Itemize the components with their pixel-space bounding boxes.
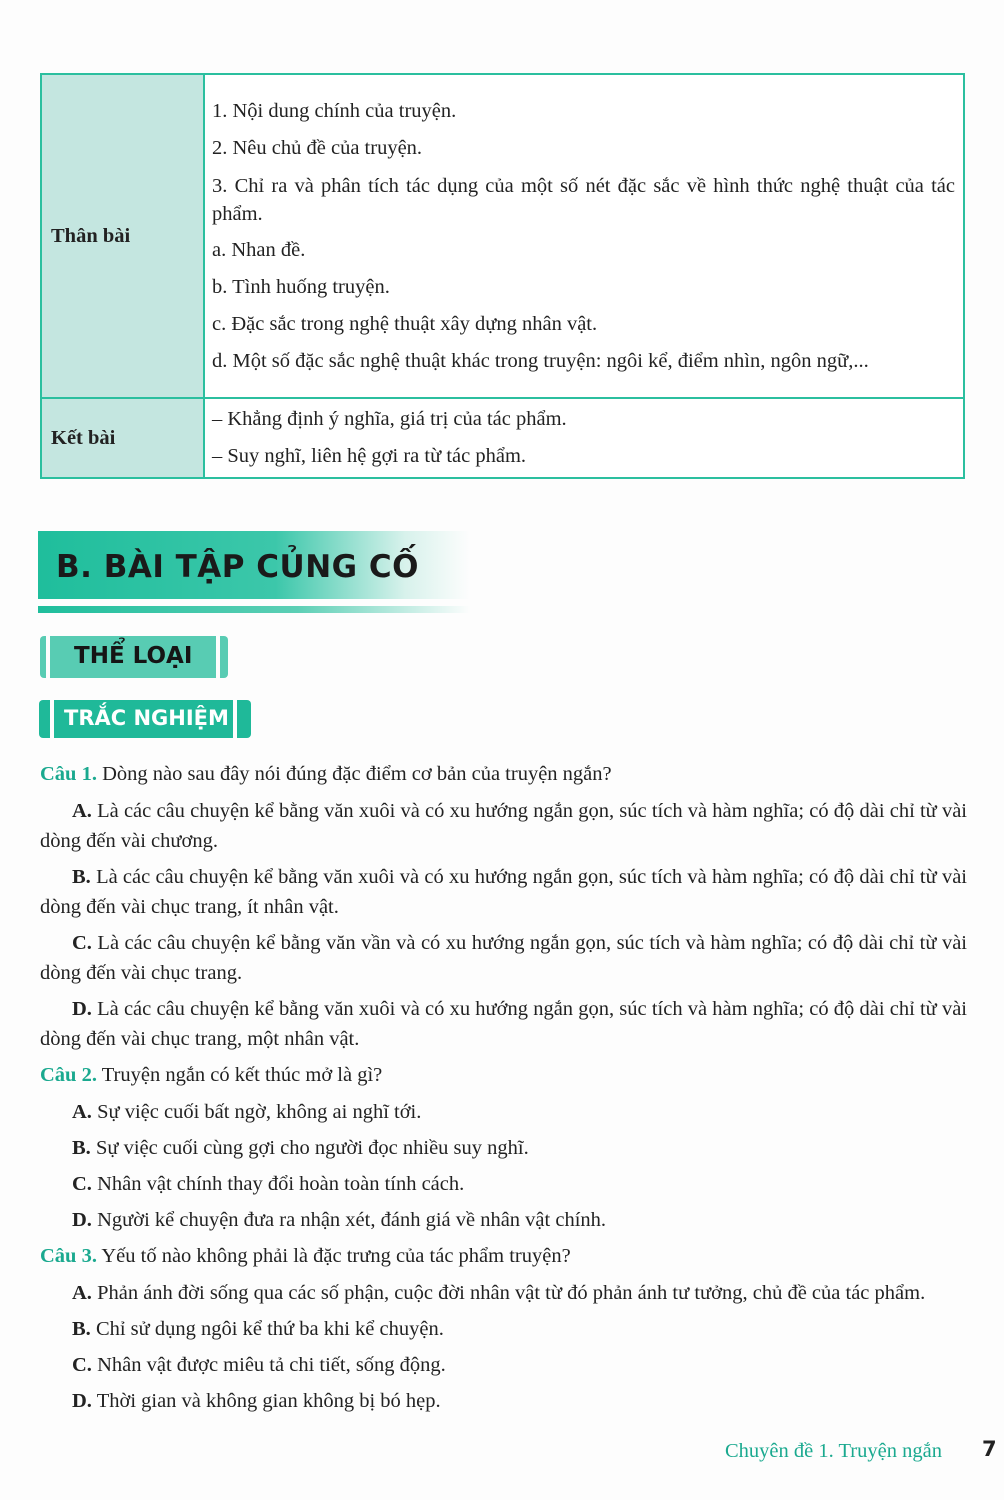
table-row-conclusion (41, 398, 964, 478)
row-line: 2. Nêu chủ đề của truyện. (212, 136, 423, 159)
option-key: D. (72, 998, 92, 1020)
option-text: Là các câu chuyện kể bằng văn xuôi và có xu hướng ngắn gọn, súc tích và hàm nghĩa; có độ dài chỉ từ vài dòng đến vài chục trang, một nhân vật. (40, 998, 968, 1050)
chapter-footer: Chuyên đề 1. Truyện ngắn (725, 1440, 942, 1462)
row-line: 1. Nội dung chính của truyện. (212, 99, 457, 122)
option-key: C. (72, 1173, 92, 1195)
option-key: D. (72, 1390, 92, 1412)
page-number: 7 (982, 1437, 997, 1461)
answer-option (40, 928, 967, 988)
quiz-tag-label: TRẮC NGHIỆM (64, 706, 229, 730)
option-text: Chỉ sử dụng ngôi kể thứ ba khi kể chuyện. (95, 1318, 444, 1340)
question (40, 759, 967, 789)
option-text: Nhân vật được miêu tả chi tiết, sống động. (97, 1354, 446, 1376)
answer-option (40, 1386, 967, 1416)
table-row-body (41, 74, 964, 398)
option-key: B. (72, 1137, 91, 1159)
option-text: Là các câu chuyện kể bằng văn xuôi và có xu hướng ngắn gọn, súc tích và hàm nghĩa; có độ dài chỉ từ vài dòng đến vài chương. (40, 800, 968, 852)
option-key: A. (72, 1101, 92, 1123)
section-banner (38, 531, 470, 599)
option-key: C. (72, 932, 92, 954)
row-line: 3. Chỉ ra và phân tích tác dụng của một số nét đặc sắc về hình thức nghệ thuật của tác phẩm. (212, 174, 955, 225)
option-text: Là các câu chuyện kể bằng văn vần và có xu hướng ngắn gọn, súc tích và hàm nghĩa; có độ dài chỉ từ vài dòng đến vài chục trang. (40, 932, 968, 984)
row-line: – Khẳng định ý nghĩa, giá trị của tác phẩm. (212, 408, 567, 430)
row-line: – Suy nghĩ, liên hệ gợi ra từ tác phẩm. (212, 445, 527, 467)
answer-option (40, 1133, 967, 1163)
row-line: c. Đặc sắc trong nghệ thuật xây dựng nhân vật. (212, 312, 598, 335)
option-text: Là các câu chuyện kể bằng văn xuôi và có xu hướng ngắn gọn, súc tích và hàm nghĩa; có độ dài chỉ từ vài dòng đến vài chục trang, ít nhân vật. (40, 866, 968, 918)
question-number: Câu 2. (40, 1064, 97, 1086)
question-list (40, 759, 967, 1422)
question-text: Yếu tố nào không phải là đặc trưng của tác phẩm truyện? (101, 1245, 571, 1267)
answer-option (40, 1314, 967, 1344)
option-text: Phản ánh đời sống qua các số phận, cuộc đời nhân vật từ đó phản ánh tư tưởng, chủ đề của tác phẩm. (97, 1282, 926, 1304)
outline-table (40, 73, 965, 479)
row-label: Thân bài (41, 74, 204, 398)
option-text: Sự việc cuối bất ngờ, không ai nghĩ tới. (97, 1101, 422, 1123)
quiz-tag (39, 700, 251, 738)
question-number: Câu 3. (40, 1245, 97, 1267)
option-key: A. (72, 800, 92, 822)
option-key: C. (72, 1354, 92, 1376)
option-key: B. (72, 866, 91, 888)
genre-tag-label: THỂ LOẠI (74, 643, 193, 669)
answer-option (40, 994, 967, 1054)
answer-option (40, 1097, 967, 1127)
answer-option (40, 1169, 967, 1199)
option-text: Người kể chuyện đưa ra nhận xét, đánh giá về nhân vật chính. (97, 1209, 607, 1231)
row-label: Kết bài (41, 398, 204, 478)
answer-option (40, 1205, 967, 1235)
option-text: Nhân vật chính thay đổi hoàn toàn tính cách. (97, 1173, 465, 1195)
option-key: D. (72, 1209, 92, 1231)
option-text: Sự việc cuối cùng gợi cho người đọc nhiều suy nghĩ. (95, 1137, 529, 1159)
genre-tag (40, 636, 228, 678)
answer-option (40, 1278, 967, 1308)
row-line: b. Tình huống truyện. (212, 275, 390, 298)
question (40, 1060, 967, 1090)
option-text: Thời gian và không gian không bị bó hẹp. (96, 1390, 441, 1412)
option-key: A. (72, 1282, 92, 1304)
option-key: B. (72, 1318, 91, 1340)
question-text: Dòng nào sau đây nói đúng đặc điểm cơ bản của truyện ngắn? (102, 763, 612, 785)
section-divider (38, 606, 470, 613)
question-number: Câu 1. (40, 763, 97, 785)
answer-option (40, 1350, 967, 1380)
question (40, 1241, 967, 1271)
row-line: a. Nhan đề. (212, 238, 306, 261)
answer-option (40, 862, 967, 922)
question-text: Truyện ngắn có kết thúc mở là gì? (101, 1064, 383, 1086)
section-title: B. BÀI TẬP CỦNG CỐ (56, 549, 420, 585)
row-line: d. Một số đặc sắc nghệ thuật khác trong truyện: ngôi kể, điểm nhìn, ngôn ngữ,... (212, 349, 869, 372)
answer-option (40, 796, 967, 856)
